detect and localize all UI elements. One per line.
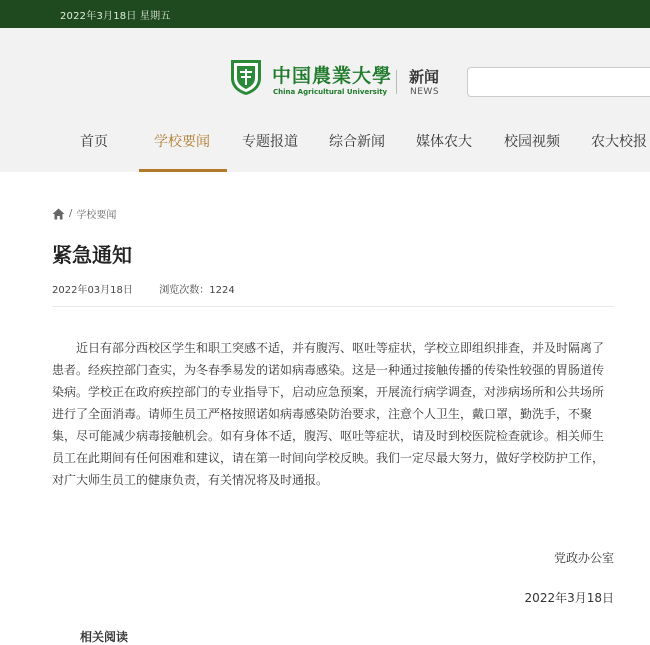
article-meta <box>52 281 235 296</box>
title-divider <box>52 306 614 307</box>
home-icon[interactable] <box>52 208 65 220</box>
nav-media[interactable]: 媒体农大 <box>416 134 472 150</box>
view-count: 浏览次数：1224 <box>159 285 235 296</box>
logo-english: China Agricultural University <box>273 88 388 96</box>
nav-campus-paper[interactable]: 农大校报 <box>591 134 647 150</box>
article-signer: 党政办公室 <box>553 551 614 565</box>
active-nav-indicator <box>139 169 227 172</box>
article-date: 2022年03月18日 <box>52 285 133 296</box>
news-title: 新闻 <box>409 68 440 86</box>
article-sign-date: 2022年3月18日 <box>524 591 614 605</box>
breadcrumb <box>52 206 116 221</box>
logo-wordmark[interactable]: 中国農業大學 <box>272 65 393 87</box>
header-divider <box>396 70 397 94</box>
nav-special-reports[interactable]: 专题报道 <box>242 134 298 150</box>
nav-home[interactable]: 首页 <box>80 134 108 150</box>
breadcrumb-current[interactable]: 学校要闻 <box>76 210 117 221</box>
current-date: 2022年3月18日 星期五 <box>60 11 171 22</box>
news-subtitle: NEWS <box>410 87 440 97</box>
article-paragraph: 近日有部分西校区学生和职工突感不适，并有腹泻、呕吐等症状，学校立即组织排查，并及时隔离了患者。经疾控部门查实，为冬春季易发的诺如病毒感染。这是一种通过接触传播的传染性较强的胃肠道传染病。学校正在政府疾控部门的专业指导下，启动应急预案，开展流行病学调查，对涉病场所和公共场所进行了全面消毒。请师生员工严格按照诺如病毒感染防治要求，注意个人卫生，戴口罩，勤洗手，不聚集，尽可能减少病毒接触机会。如有身体不适，腹泻、呕吐等症状，请及时到校医院检查就诊。相关师生员工在此期间有任何困难和建议，请在第一时间向学校反映。我们一定尽最大努力，做好学校防护工作，对广大师生员工的健康负责，有关情况将及时通报。 <box>52 341 605 487</box>
nav-campus-video[interactable]: 校园视频 <box>504 134 560 150</box>
article-body <box>52 337 614 491</box>
university-seal-logo[interactable] <box>226 56 266 96</box>
nav-general-news[interactable]: 综合新闻 <box>329 134 385 150</box>
top-bar <box>0 0 650 28</box>
related-reading-heading: 相关阅读 <box>80 630 129 644</box>
article-title: 紧急通知 <box>52 243 132 267</box>
nav-school-news[interactable]: 学校要闻 <box>154 134 210 150</box>
breadcrumb-separator: / <box>69 208 73 219</box>
search-input[interactable] <box>467 67 650 97</box>
